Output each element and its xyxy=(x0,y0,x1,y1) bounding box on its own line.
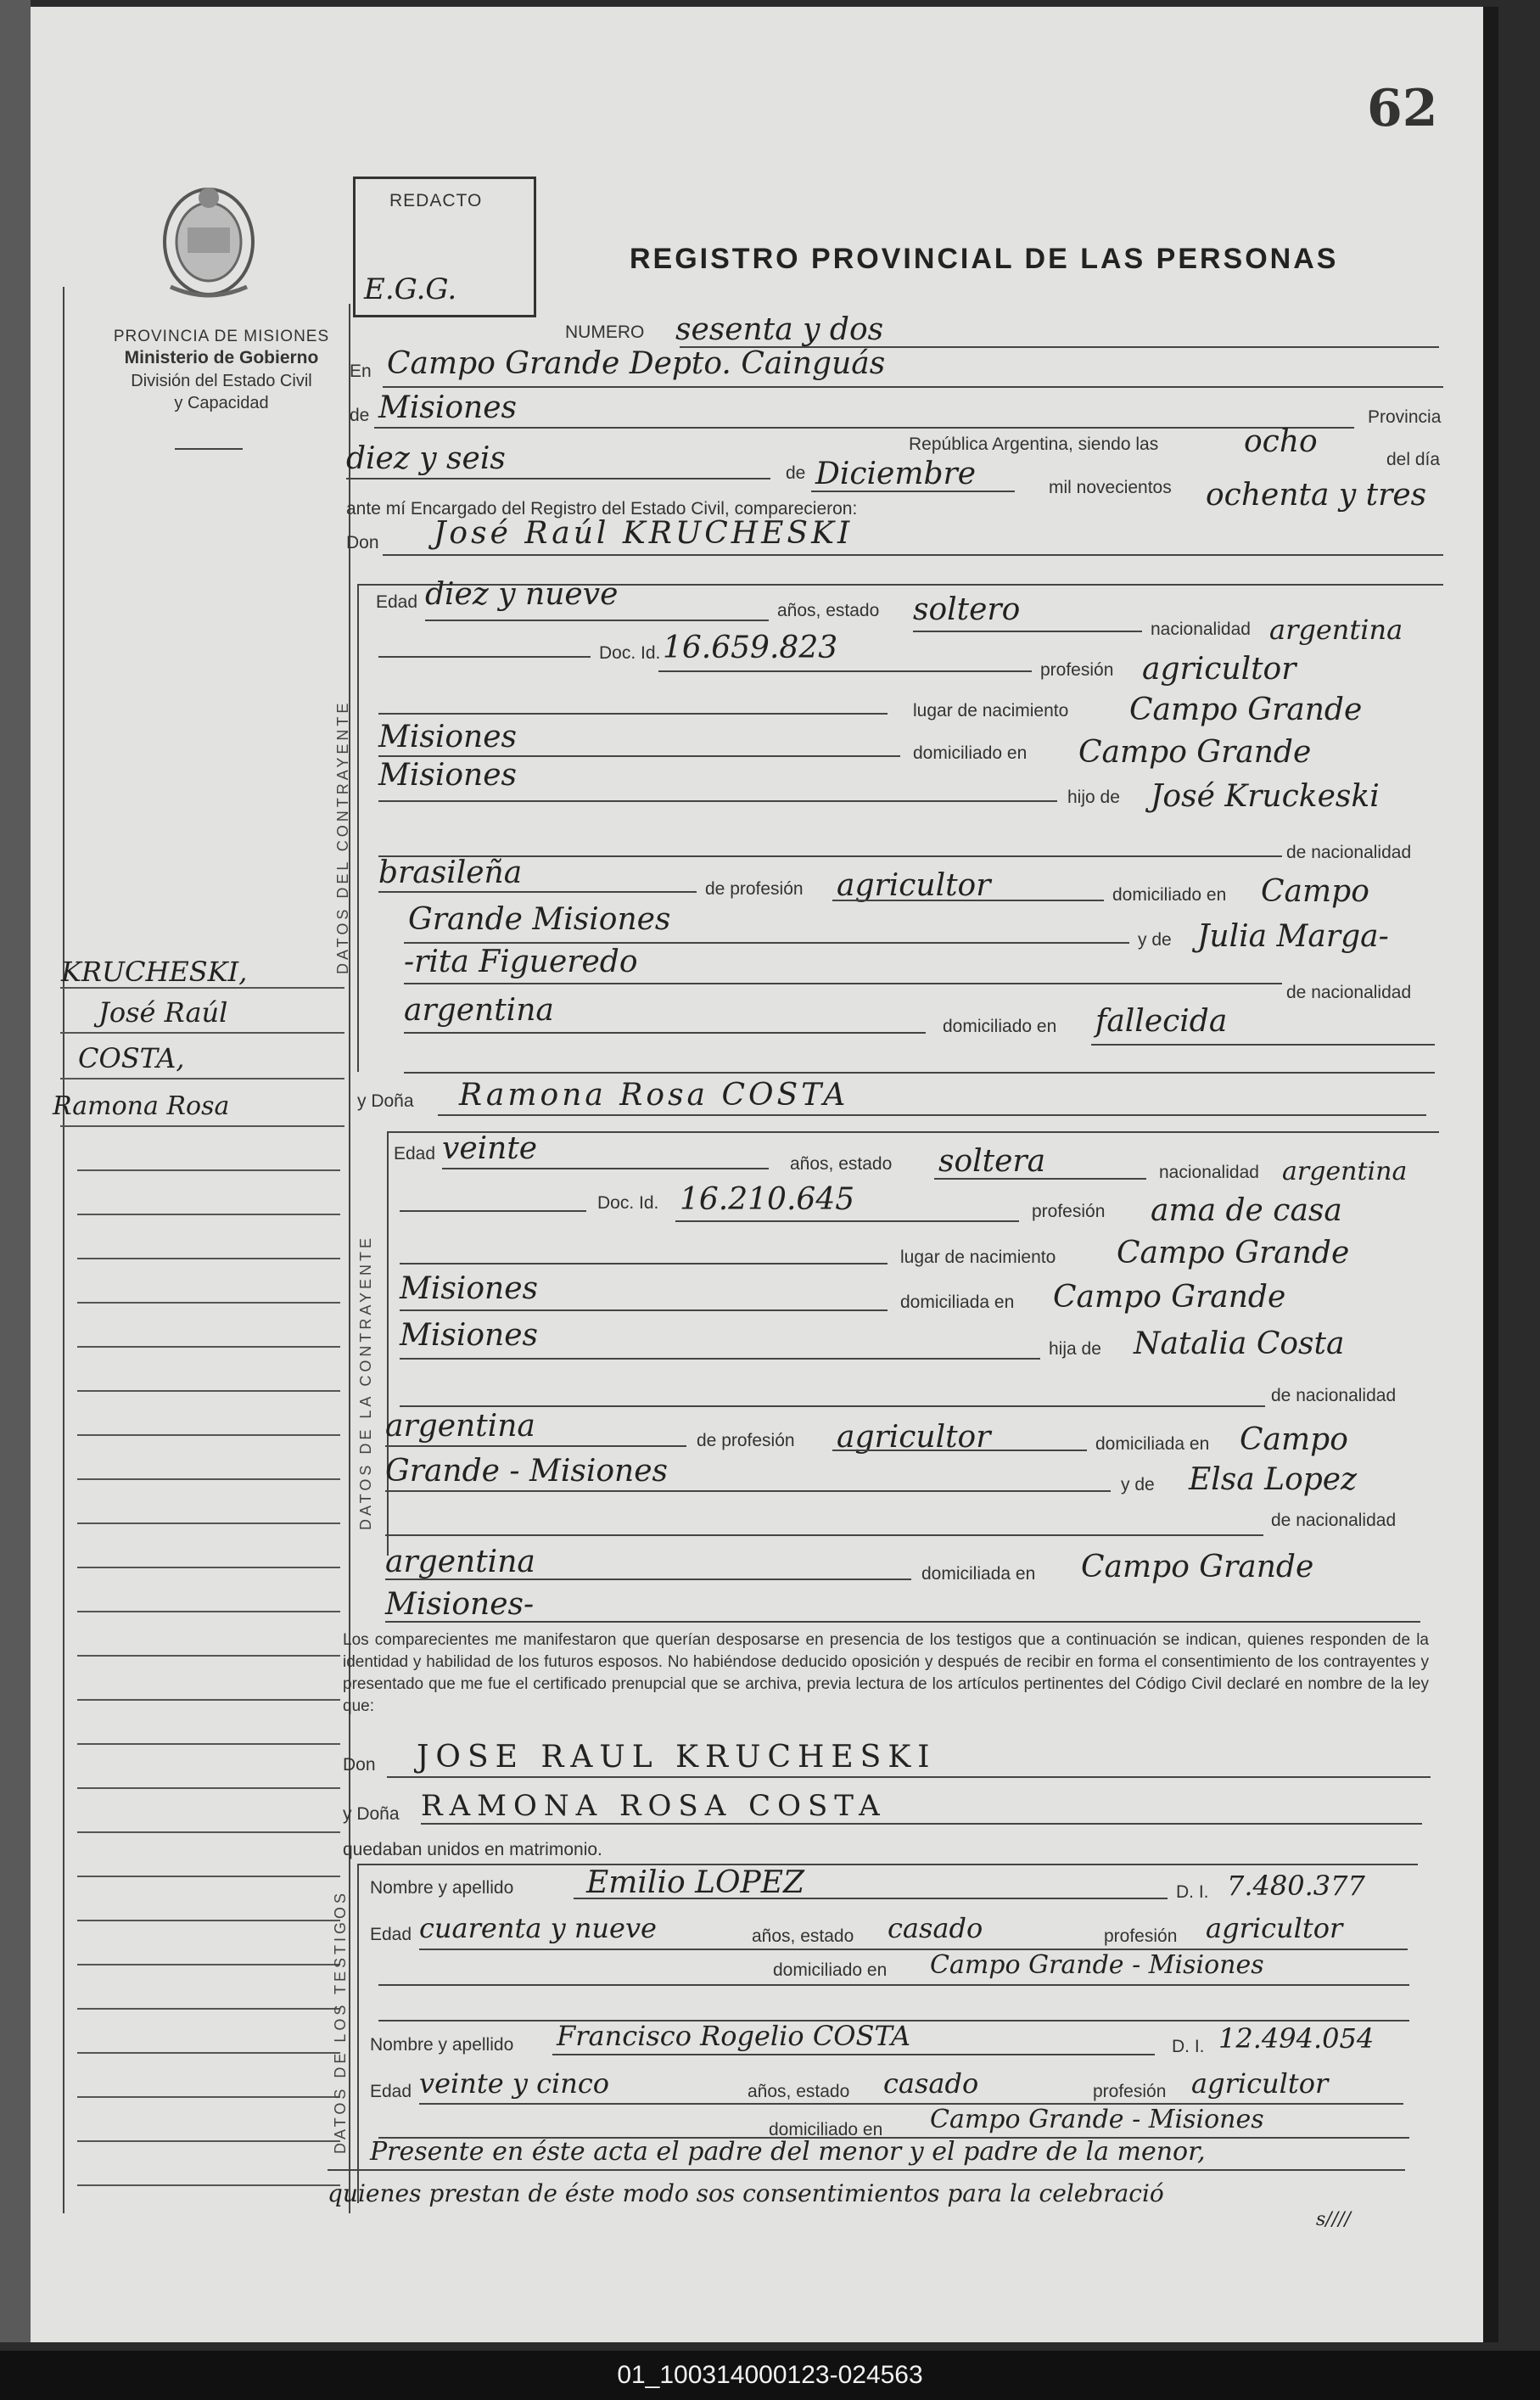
anio-value: ochenta y tres xyxy=(1206,478,1427,513)
margin-blank-line xyxy=(77,1787,340,1789)
bride-domicilio-2: Misiones xyxy=(400,1318,539,1353)
bride-lugar-nac: Campo Grande xyxy=(1117,1236,1350,1270)
groom-domicilio: Campo Grande xyxy=(1078,735,1312,770)
groom-doc: 16.659.823 xyxy=(663,631,838,665)
nombre-apellido-label-2: Nombre y apellido xyxy=(370,2035,514,2055)
y-dona-label: y Doña xyxy=(357,1091,414,1111)
margin-blank-line xyxy=(77,1831,340,1833)
lugar-nac-label-2: lugar de nacimiento xyxy=(900,1248,1056,1267)
edad-label-4: Edad xyxy=(370,2082,412,2101)
de-nacionalidad-label-3: de nacionalidad xyxy=(1271,1386,1397,1405)
margin-blank-line xyxy=(77,1390,340,1392)
groom-madre-nac: argentina xyxy=(404,993,554,1028)
margin-blank-line xyxy=(77,1655,340,1657)
bride-madre-nac: argentina xyxy=(385,1409,535,1444)
groom-nacionalidad: argentina xyxy=(1269,614,1403,646)
margin-blank-line xyxy=(77,2008,340,2010)
redacto-label: REDACTO xyxy=(389,191,483,210)
domiciliada-label-2: domiciliada en xyxy=(1095,1434,1210,1454)
don-value: José Raúl KRUCHESKI xyxy=(434,516,854,551)
y-de-label-2: y de xyxy=(1121,1475,1155,1494)
decl-don-label: Don xyxy=(343,1755,376,1775)
margin-blank-line xyxy=(77,1302,340,1304)
de-profesion-label: de profesión xyxy=(705,879,804,899)
bride-madre2-nac: argentina xyxy=(385,1545,535,1579)
groom-madre-dom: fallecida xyxy=(1095,1004,1228,1039)
bride-madre-dom: Campo xyxy=(1240,1422,1348,1457)
note-line-2: quienes prestan de éste modo sos consentimientos para la celebració xyxy=(328,2179,1164,2207)
margin-blank-line xyxy=(77,1876,340,1877)
margin-blank-line xyxy=(77,1699,340,1701)
anos-estado-label-4: años, estado xyxy=(748,2082,850,2101)
groom-madre-2: -rita Figueredo xyxy=(404,945,638,979)
province-label: PROVINCIA DE MISIONES xyxy=(113,328,330,345)
domiciliada-label: domiciliada en xyxy=(900,1293,1015,1312)
bride-madre2: Elsa Lopez xyxy=(1189,1462,1358,1497)
bride-madre2-dom-2: Misiones- xyxy=(385,1587,535,1622)
dona-value: Ramona Rosa COSTA xyxy=(459,1078,849,1113)
di-label: D. I. xyxy=(1176,1882,1209,1902)
de-label: de xyxy=(350,406,370,425)
margin-blank-line xyxy=(77,1258,340,1259)
decl-don-value: JOSE RAUL KRUCHESKI xyxy=(417,1740,937,1775)
margin-surname-1: KRUCHESKI, xyxy=(61,956,248,988)
groom-padre-dom-2: Grande Misiones xyxy=(408,902,671,937)
margin-blank-line xyxy=(77,1478,340,1480)
edad-label-2: Edad xyxy=(394,1144,436,1164)
domiciliado-label-2: domiciliado en xyxy=(1112,885,1227,905)
ante-label: ante mí Encargado del Registro del Estado Civil, comparecieron: xyxy=(346,499,858,519)
margin-blank-line xyxy=(77,1522,340,1524)
edad-label: Edad xyxy=(376,592,418,612)
ministry-label: Ministerio de Gobierno xyxy=(124,348,319,367)
don-label: Don xyxy=(346,533,379,552)
mil-label: mil novecientos xyxy=(1049,478,1172,497)
witness2-domicilio: Campo Grande - Misiones xyxy=(930,2105,1264,2134)
numero-value: sesenta y dos xyxy=(675,312,884,347)
groom-estado: soltero xyxy=(913,592,1021,627)
groom-edad: diez y nueve xyxy=(425,577,619,612)
witness2-nombre: Francisco Rogelio COSTA xyxy=(557,2020,911,2052)
hija-de-label: hija de xyxy=(1049,1339,1101,1359)
margin-blank-line xyxy=(77,2052,340,2054)
hora-value: ocho xyxy=(1244,424,1318,459)
groom-domicilio-2: Misiones xyxy=(378,758,518,793)
left-border xyxy=(63,287,64,2213)
bride-profesion: ama de casa xyxy=(1151,1193,1342,1228)
bride-lugar-nac-2: Misiones xyxy=(400,1271,539,1306)
margin-blank-line xyxy=(77,1169,340,1171)
margin-blank-line xyxy=(77,2184,340,2186)
witness1-estado: casado xyxy=(888,1912,983,1944)
margin-blank-line xyxy=(77,2140,340,2142)
edad-label-3: Edad xyxy=(370,1925,412,1944)
witness1-nombre: Emilio LOPEZ xyxy=(586,1865,805,1900)
profesion-label: profesión xyxy=(1040,660,1114,680)
witness2-profesion: agricultor xyxy=(1191,2067,1329,2100)
margin-blank-line xyxy=(77,1434,340,1436)
y-de-label: y de xyxy=(1138,930,1172,950)
witness2-di: 12.494.054 xyxy=(1218,2022,1375,2055)
margin-name-2: Ramona Rosa xyxy=(53,1091,230,1121)
bride-madre2-dom: Campo Grande xyxy=(1081,1550,1314,1584)
groom-madre: Julia Marga- xyxy=(1197,919,1389,954)
domiciliado-label: domiciliado en xyxy=(913,743,1028,763)
groom-profesion: agricultor xyxy=(1142,652,1296,687)
bride-madre: Natalia Costa xyxy=(1134,1326,1345,1361)
mes-value: Diciembre xyxy=(815,457,977,491)
margin-blank-line xyxy=(77,1611,340,1612)
decl-dona-label: y Doña xyxy=(343,1804,400,1824)
hijo-de-label: hijo de xyxy=(1067,788,1120,807)
groom-padre-dom: Campo xyxy=(1261,874,1369,909)
lugar-nac-label: lugar de nacimiento xyxy=(913,701,1069,721)
document-page xyxy=(31,7,1498,2342)
margin-blank-line xyxy=(77,1964,340,1965)
datos-la-contrayente-label: DATOS DE LA CONTRAYENTE xyxy=(357,1234,374,1530)
groom-lugar-nac-2: Misiones xyxy=(378,720,518,754)
witness1-domicilio: Campo Grande - Misiones xyxy=(930,1950,1264,1980)
bride-nacionalidad: argentina xyxy=(1282,1157,1408,1186)
anos-estado-label-3: años, estado xyxy=(752,1926,854,1946)
coat-of-arms-icon xyxy=(154,181,264,308)
profesion-label-4: profesión xyxy=(1093,2082,1167,2101)
book-spine xyxy=(0,0,31,2342)
nacionalidad-label-2: nacionalidad xyxy=(1159,1163,1259,1182)
domiciliada-label-3: domiciliada en xyxy=(921,1564,1036,1584)
del-dia-label: del día xyxy=(1386,450,1441,469)
margin-blank-line xyxy=(77,1920,340,1921)
division-label-2: y Capacidad xyxy=(174,394,269,412)
provincia-label: Provincia xyxy=(1368,407,1442,427)
note-line-3: s//// xyxy=(1316,2209,1351,2230)
page-number: 62 xyxy=(1367,79,1438,138)
margin-blank-line xyxy=(77,1214,340,1215)
profesion-label-2: profesión xyxy=(1032,1202,1106,1221)
bride-doc: 16.210.645 xyxy=(680,1182,855,1217)
de-nacionalidad-label-2: de nacionalidad xyxy=(1286,983,1412,1002)
image-id-footer: 01_100314000123-024563 xyxy=(0,2351,1540,2400)
decl-dona-value: RAMONA ROSA COSTA xyxy=(421,1789,887,1823)
nacionalidad-label: nacionalidad xyxy=(1151,620,1251,639)
bride-edad: veinte xyxy=(442,1131,538,1166)
declaration-paragraph: Los comparecientes me manifestaron que querían desposarse en presencia de los testigos que a continuación se indican, quienes responden de la identidad y habilidad de los futuros esposos. No habiéndose deducido oposición y después de recibir en forma el consentimiento de los contrayentes y presentado que me fue el certificado prenupcial que se archiva, previa lectura de los artículos pertinentes del Código Civil declaré en nombre de la ley que: xyxy=(343,1631,1429,1715)
de-nacionalidad-label-4: de nacionalidad xyxy=(1271,1511,1397,1530)
division-label: División del Estado Civil xyxy=(131,372,312,390)
bride-domicilio: Campo Grande xyxy=(1053,1280,1286,1315)
domiciliado-label-3: domiciliado en xyxy=(943,1017,1057,1036)
page-title: REGISTRO PROVINCIAL DE LAS PERSONAS xyxy=(630,243,1339,275)
margin-blank-line xyxy=(77,1743,340,1745)
anos-estado-label: años, estado xyxy=(777,601,880,620)
redacto-box xyxy=(353,177,536,317)
en-value: Campo Grande Depto. Cainguás xyxy=(387,346,886,381)
margin-blank-line xyxy=(77,1346,340,1348)
bride-madre-dom-2: Grande - Misiones xyxy=(385,1454,669,1489)
bride-estado: soltera xyxy=(938,1144,1046,1179)
groom-padre-prof: agricultor xyxy=(837,868,991,903)
redacto-value: E.G.G. xyxy=(364,272,457,306)
margin-name-1: José Raúl xyxy=(98,996,228,1029)
profesion-label-3: profesión xyxy=(1104,1926,1178,1946)
en-label: En xyxy=(350,362,372,381)
doc-id-label: Doc. Id. xyxy=(599,643,661,663)
nombre-apellido-label: Nombre y apellido xyxy=(370,1878,514,1898)
witness2-edad: veinte y cinco xyxy=(419,2067,610,2100)
groom-lugar-nac: Campo Grande xyxy=(1129,693,1363,727)
de-nacionalidad-label: de nacionalidad xyxy=(1286,843,1412,862)
domiciliado-label-5: domiciliado en xyxy=(769,2120,883,2139)
note-line-1: Presente en éste acta el padre del menor y el padre de la menor, xyxy=(370,2137,1206,2167)
groom-padre-nac: brasileña xyxy=(378,855,523,890)
witness2-estado: casado xyxy=(883,2067,979,2100)
datos-contrayente-label: DATOS DEL CONTRAYENTE xyxy=(334,699,351,974)
doc-id-label-2: Doc. Id. xyxy=(597,1193,659,1213)
datos-testigos-label: DATOS DE LOS TESTIGOS xyxy=(332,1889,349,2154)
numero-label: NUMERO xyxy=(565,322,645,342)
de2-label: de xyxy=(786,463,806,483)
witness1-profesion: agricultor xyxy=(1206,1912,1343,1944)
groom-padre: José Kruckeski xyxy=(1151,779,1380,814)
quedaban-label: quedaban unidos en matrimonio. xyxy=(343,1840,602,1859)
anos-estado-label-2: años, estado xyxy=(790,1154,893,1174)
divider xyxy=(175,448,243,450)
margin-blank-line xyxy=(77,2096,340,2098)
bride-madre-prof: agricultor xyxy=(837,1420,991,1455)
witness1-di: 7.480.377 xyxy=(1227,1870,1365,1902)
di-label-2: D. I. xyxy=(1172,2037,1205,2056)
dia-value: diez y seis xyxy=(346,441,506,476)
de-value: Misiones xyxy=(378,390,518,425)
margin-blank-line xyxy=(77,1567,340,1568)
domiciliado-label-4: domiciliado en xyxy=(773,1960,888,1980)
de-profesion-label-2: de profesión xyxy=(697,1431,795,1450)
margin-surname-2: COSTA, xyxy=(78,1042,185,1074)
republica-label: República Argentina, siendo las xyxy=(909,435,1159,454)
witness1-edad: cuarenta y nueve xyxy=(419,1912,657,1944)
